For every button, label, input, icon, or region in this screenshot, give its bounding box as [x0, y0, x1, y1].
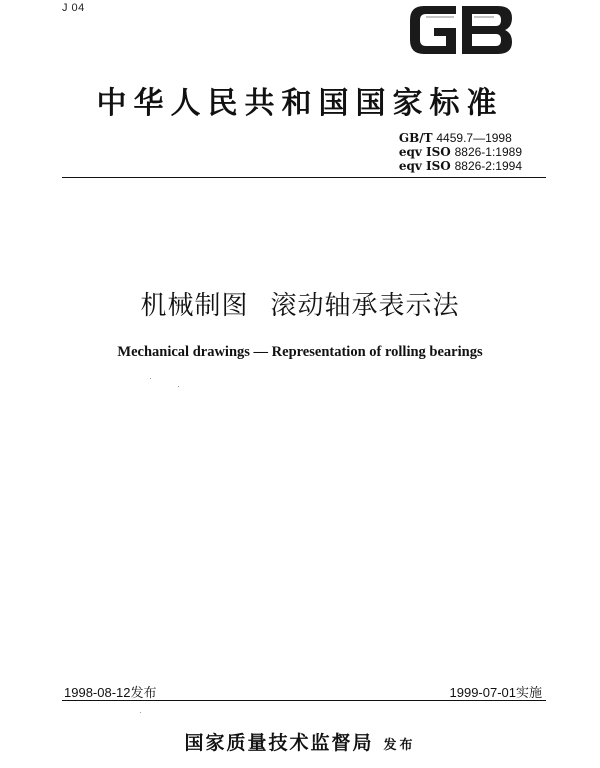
- standard-codes: [399, 131, 522, 173]
- scan-speck: [178, 386, 179, 387]
- document-title-cn: [0, 285, 600, 322]
- issue-word: 发布: [383, 738, 416, 753]
- title-cn-part2: 滚动轴承表示法: [270, 291, 460, 321]
- standard-title: 中华人民共和国国家标准: [96, 86, 504, 121]
- scan-speck: [140, 712, 141, 713]
- std-code-prefix: eqv ISO: [398, 159, 451, 173]
- gb-logo-icon: [406, 2, 516, 58]
- issuer-line: [0, 728, 600, 755]
- std-code-line: [399, 145, 522, 159]
- document-title-en: Mechanical drawings — Representation of rolling bearings: [117, 344, 483, 360]
- footer-divider: [62, 700, 546, 701]
- std-code-number: 8826-2:1994: [454, 159, 522, 173]
- title-cn-part1: 机械制图: [140, 291, 249, 321]
- scan-speck: [150, 378, 151, 379]
- header-divider: [62, 177, 546, 178]
- std-code-number: 4459.7—1998: [436, 131, 512, 145]
- classification-code: J 04: [62, 2, 85, 14]
- publish-date: 1998-08-12发布: [64, 685, 157, 700]
- std-code-number: 8826-1:1989: [454, 145, 522, 159]
- std-code-prefix: eqv ISO: [398, 145, 451, 159]
- std-code-prefix: GB/T: [398, 131, 433, 145]
- std-code-line: [399, 131, 522, 145]
- effective-date: 1999-07-01实施: [449, 685, 542, 700]
- std-code-line: [399, 159, 522, 173]
- issuer-name: 国家质量技术监督局: [184, 732, 374, 754]
